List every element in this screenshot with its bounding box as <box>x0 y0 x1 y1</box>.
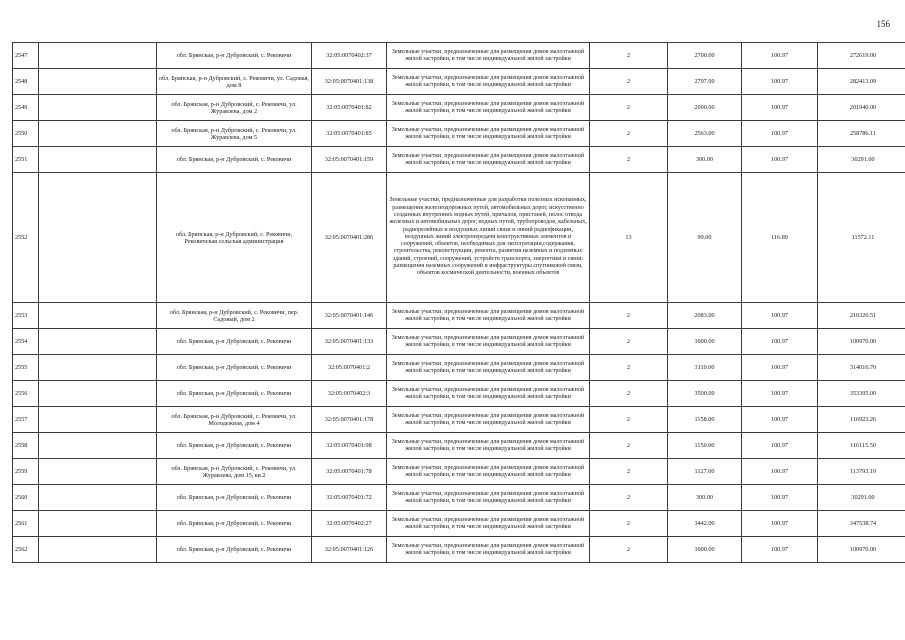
area-cell: 2700.00 <box>668 43 742 69</box>
cadastral-value-cell: 353395.00 <box>818 381 905 407</box>
specific-value-cell: 100.97 <box>742 381 818 407</box>
area-cell: 99.00 <box>668 173 742 303</box>
cadastral-value-cell: 100970.00 <box>818 537 905 563</box>
permitted-use-cell: Земельные участки, предназначенные для размещения домов малоэтажной жилой застройки, в том числе индивидуальной жилой застройки <box>387 511 590 537</box>
table-row <box>13 537 905 563</box>
permitted-use-cell: Земельные участки, предназначенные для размещения домов малоэтажной жилой застройки, в том числе индивидуальной жилой застройки <box>387 147 590 173</box>
address-cell: обл. Брянская, р-н Дубровский, с. Рековичи, ул. Молодежная, дом 4 <box>157 407 312 433</box>
specific-value-cell: 100.97 <box>742 537 818 563</box>
empty-column-cell <box>39 355 157 381</box>
empty-column-cell <box>39 95 157 121</box>
row-number: 2554 <box>13 329 39 355</box>
table-row <box>13 459 905 485</box>
permitted-use-cell: Земельные участки, предназначенные для размещения домов малоэтажной жилой застройки, в том числе индивидуальной жилой застройки <box>387 303 590 329</box>
use-category-cell: 2 <box>590 329 668 355</box>
row-number: 2555 <box>13 355 39 381</box>
cadastral-number-cell: 32:05:0070402:37 <box>312 43 387 69</box>
area-cell: 2797.00 <box>668 69 742 95</box>
use-category-cell: 2 <box>590 43 668 69</box>
cadastral-number-cell: 32:05:0070401:2 <box>312 355 387 381</box>
permitted-use-cell: Земельные участки, предназначенные для разработки полезных ископаемых, размещения железнодорожных путей, автомобильных дорог, искусственно созданных внутренних водных путей, причалов, пристаней, полос отвода железных и автомобильных дорог, водных путей, трубопроводов, кабельных, радиорелейных и воздушных линий связи и линий радиофикации, воздушных линий электропередачи конструктивных элементов и сооружений, объектов, необходимых для эксплуатации,содержания, строительства, реконструкции, ремонта, развития наземных и подземных зданий, строений, сооружений, устройств транспорта, энергетики и связи; размещения наземных сооружений и инфраструктуры спутниковой связи, объектов космической деятельности, военных объектов <box>387 173 590 303</box>
use-category-cell: 2 <box>590 537 668 563</box>
address-cell: обл. Брянская, р-н Дубровский, с. Рековичи <box>157 329 312 355</box>
row-number: 2556 <box>13 381 39 407</box>
permitted-use-cell: Земельные участки, предназначенные для размещения домов малоэтажной жилой застройки, в том числе индивидуальной жилой застройки <box>387 407 590 433</box>
row-number: 2558 <box>13 433 39 459</box>
empty-column-cell <box>39 407 157 433</box>
cadastral-number-cell: 32:05:0070401:78 <box>312 459 387 485</box>
empty-column-cell <box>39 329 157 355</box>
use-category-cell: 2 <box>590 407 668 433</box>
empty-column-cell <box>39 459 157 485</box>
permitted-use-cell: Земельные участки, предназначенные для размещения домов малоэтажной жилой застройки, в том числе индивидуальной жилой застройки <box>387 43 590 69</box>
empty-column-cell <box>39 537 157 563</box>
specific-value-cell: 100.97 <box>742 407 818 433</box>
area-cell: 1150.00 <box>668 433 742 459</box>
specific-value-cell: 100.97 <box>742 303 818 329</box>
table-row <box>13 381 905 407</box>
address-cell: обл. Брянская, р-н Дубровский, с. Рековичи <box>157 381 312 407</box>
row-number: 2552 <box>13 173 39 303</box>
empty-column-cell <box>39 485 157 511</box>
cadastral-value-cell: 210320.51 <box>818 303 905 329</box>
empty-column-cell <box>39 43 157 69</box>
permitted-use-cell: Земельные участки, предназначенные для размещения домов малоэтажной жилой застройки, в том числе индивидуальной жилой застройки <box>387 329 590 355</box>
specific-value-cell: 100.97 <box>742 95 818 121</box>
cadastral-number-cell: 32:05:0070402:27 <box>312 511 387 537</box>
specific-value-cell: 100.97 <box>742 511 818 537</box>
empty-column-cell <box>39 147 157 173</box>
empty-column-cell <box>39 381 157 407</box>
use-category-cell: 2 <box>590 147 668 173</box>
address-cell: обл. Брянская, р-н Дубровский, с. Рековичи, ул. Журавлева, дом 15, кв.2 <box>157 459 312 485</box>
empty-column-cell <box>39 433 157 459</box>
use-category-cell: 2 <box>590 69 668 95</box>
page-number: 156 <box>876 19 890 29</box>
area-cell: 1000.00 <box>668 329 742 355</box>
specific-value-cell: 116.89 <box>742 173 818 303</box>
area-cell: 2563.00 <box>668 121 742 147</box>
row-number: 2561 <box>13 511 39 537</box>
cadastral-number-cell: 32:05:0070401:126 <box>312 537 387 563</box>
address-cell: обл. Брянская, р-н Дубровский, с. Рековичи <box>157 355 312 381</box>
address-cell: обл. Брянская, р-н Дубровский, с. Рековичи, Рековичская сельская администрация <box>157 173 312 303</box>
table-row <box>13 355 905 381</box>
cadastral-value-cell: 272619.00 <box>818 43 905 69</box>
row-number: 2549 <box>13 95 39 121</box>
empty-column-cell <box>39 511 157 537</box>
cadastral-number-cell: 32:05:0070401:98 <box>312 433 387 459</box>
use-category-cell: 2 <box>590 303 668 329</box>
permitted-use-cell: Земельные участки, предназначенные для размещения домов малоэтажной жилой застройки, в том числе индивидуальной жилой застройки <box>387 69 590 95</box>
use-category-cell: 2 <box>590 485 668 511</box>
row-number: 2560 <box>13 485 39 511</box>
specific-value-cell: 100.97 <box>742 121 818 147</box>
specific-value-cell: 100.97 <box>742 459 818 485</box>
area-cell: 300.00 <box>668 147 742 173</box>
row-number: 2547 <box>13 43 39 69</box>
cadastral-value-cell: 11572.11 <box>818 173 905 303</box>
address-cell: обл. Брянская, р-н Дубровский, с. Рековичи <box>157 537 312 563</box>
cadastral-number-cell: 32:05:0070401:138 <box>312 69 387 95</box>
area-cell: 3442.00 <box>668 511 742 537</box>
table-row <box>13 173 905 303</box>
table-row <box>13 95 905 121</box>
cadastral-number-cell: 32:05:0070401:178 <box>312 407 387 433</box>
use-category-cell: 2 <box>590 459 668 485</box>
row-number: 2562 <box>13 537 39 563</box>
table-row <box>13 433 905 459</box>
address-cell: обл. Брянская, р-н Дубровский, с. Рековичи, ул. Журавлева, дом 2 <box>157 95 312 121</box>
area-cell: 1158.00 <box>668 407 742 433</box>
specific-value-cell: 100.97 <box>742 329 818 355</box>
area-cell: 300.00 <box>668 485 742 511</box>
address-cell: обл. Брянская, р-н Дубровский, с. Рековичи <box>157 511 312 537</box>
specific-value-cell: 100.97 <box>742 147 818 173</box>
use-category-cell: 2 <box>590 381 668 407</box>
table-row <box>13 303 905 329</box>
cadastral-value-cell: 30291.00 <box>818 485 905 511</box>
address-cell: обл. Брянская, р-н Дубровский, с. Рековичи, ул. Садовая, дом 8 <box>157 69 312 95</box>
permitted-use-cell: Земельные участки, предназначенные для размещения домов малоэтажной жилой застройки, в том числе индивидуальной жилой застройки <box>387 485 590 511</box>
empty-column-cell <box>39 69 157 95</box>
row-number: 2548 <box>13 69 39 95</box>
use-category-cell: 2 <box>590 433 668 459</box>
table-body <box>13 43 905 563</box>
permitted-use-cell: Земельные участки, предназначенные для размещения домов малоэтажной жилой застройки, в том числе индивидуальной жилой застройки <box>387 381 590 407</box>
cadastral-number-cell: 32:05:0070402:3 <box>312 381 387 407</box>
table-row <box>13 407 905 433</box>
table-row <box>13 69 905 95</box>
area-cell: 3110.00 <box>668 355 742 381</box>
specific-value-cell: 100.97 <box>742 433 818 459</box>
cadastral-number-cell: 32:05:0070401:72 <box>312 485 387 511</box>
table-row <box>13 43 905 69</box>
specific-value-cell: 100.97 <box>742 43 818 69</box>
land-registry-table <box>12 42 905 563</box>
area-cell: 2083.00 <box>668 303 742 329</box>
cadastral-number-cell: 32:05:0070401:286 <box>312 173 387 303</box>
cadastral-value-cell: 201940.00 <box>818 95 905 121</box>
table-row <box>13 147 905 173</box>
address-cell: обл. Брянская, р-н Дубровский, с. Рековичи <box>157 43 312 69</box>
table-row <box>13 511 905 537</box>
specific-value-cell: 100.97 <box>742 69 818 95</box>
address-cell: обл. Брянская, р-н Дубровский, с. Рековичи, ул. Журавлева, дом 5 <box>157 121 312 147</box>
address-cell: обл. Брянская, р-н Дубровский, с. Рековичи, пер. Садовый, дом 2 <box>157 303 312 329</box>
row-number: 2559 <box>13 459 39 485</box>
address-cell: обл. Брянская, р-н Дубровский, с. Рековичи <box>157 433 312 459</box>
area-cell: 1127.00 <box>668 459 742 485</box>
row-number: 2553 <box>13 303 39 329</box>
use-category-cell: 13 <box>590 173 668 303</box>
cadastral-number-cell: 32:05:0070401:133 <box>312 329 387 355</box>
cadastral-value-cell: 116923.26 <box>818 407 905 433</box>
table-row <box>13 329 905 355</box>
cadastral-value-cell: 30291.00 <box>818 147 905 173</box>
cadastral-number-cell: 32:05:0070401:146 <box>312 303 387 329</box>
cadastral-value-cell: 113793.19 <box>818 459 905 485</box>
specific-value-cell: 100.97 <box>742 485 818 511</box>
address-cell: обл. Брянская, р-н Дубровский, с. Рековичи <box>157 485 312 511</box>
permitted-use-cell: Земельные участки, предназначенные для размещения домов малоэтажной жилой застройки, в том числе индивидуальной жилой застройки <box>387 459 590 485</box>
specific-value-cell: 100.97 <box>742 355 818 381</box>
cadastral-number-cell: 32:05:0070401:85 <box>312 121 387 147</box>
use-category-cell: 2 <box>590 95 668 121</box>
use-category-cell: 2 <box>590 355 668 381</box>
cadastral-value-cell: 314016.70 <box>818 355 905 381</box>
cadastral-value-cell: 116115.50 <box>818 433 905 459</box>
permitted-use-cell: Земельные участки, предназначенные для размещения домов малоэтажной жилой застройки, в том числе индивидуальной жилой застройки <box>387 95 590 121</box>
empty-column-cell <box>39 121 157 147</box>
permitted-use-cell: Земельные участки, предназначенные для размещения домов малоэтажной жилой застройки, в том числе индивидуальной жилой застройки <box>387 355 590 381</box>
use-category-cell: 2 <box>590 121 668 147</box>
row-number: 2551 <box>13 147 39 173</box>
permitted-use-cell: Земельные участки, предназначенные для размещения домов малоэтажной жилой застройки, в том числе индивидуальной жилой застройки <box>387 433 590 459</box>
area-cell: 3500.00 <box>668 381 742 407</box>
cadastral-value-cell: 282413.09 <box>818 69 905 95</box>
cadastral-value-cell: 347538.74 <box>818 511 905 537</box>
empty-column-cell <box>39 173 157 303</box>
permitted-use-cell: Земельные участки, предназначенные для размещения домов малоэтажной жилой застройки, в том числе индивидуальной жилой застройки <box>387 121 590 147</box>
cadastral-value-cell: 100970.00 <box>818 329 905 355</box>
permitted-use-cell: Земельные участки, предназначенные для размещения домов малоэтажной жилой застройки, в том числе индивидуальной жилой застройки <box>387 537 590 563</box>
area-cell: 2000.00 <box>668 95 742 121</box>
table-row <box>13 121 905 147</box>
empty-column-cell <box>39 303 157 329</box>
area-cell: 1000.00 <box>668 537 742 563</box>
cadastral-number-cell: 32:05:0070401:159 <box>312 147 387 173</box>
use-category-cell: 2 <box>590 511 668 537</box>
address-cell: обл. Брянская, р-н Дубровский, с. Рековичи <box>157 147 312 173</box>
cadastral-number-cell: 32:05:0070401:82 <box>312 95 387 121</box>
row-number: 2550 <box>13 121 39 147</box>
row-number: 2557 <box>13 407 39 433</box>
table-row <box>13 485 905 511</box>
cadastral-value-cell: 258786.11 <box>818 121 905 147</box>
